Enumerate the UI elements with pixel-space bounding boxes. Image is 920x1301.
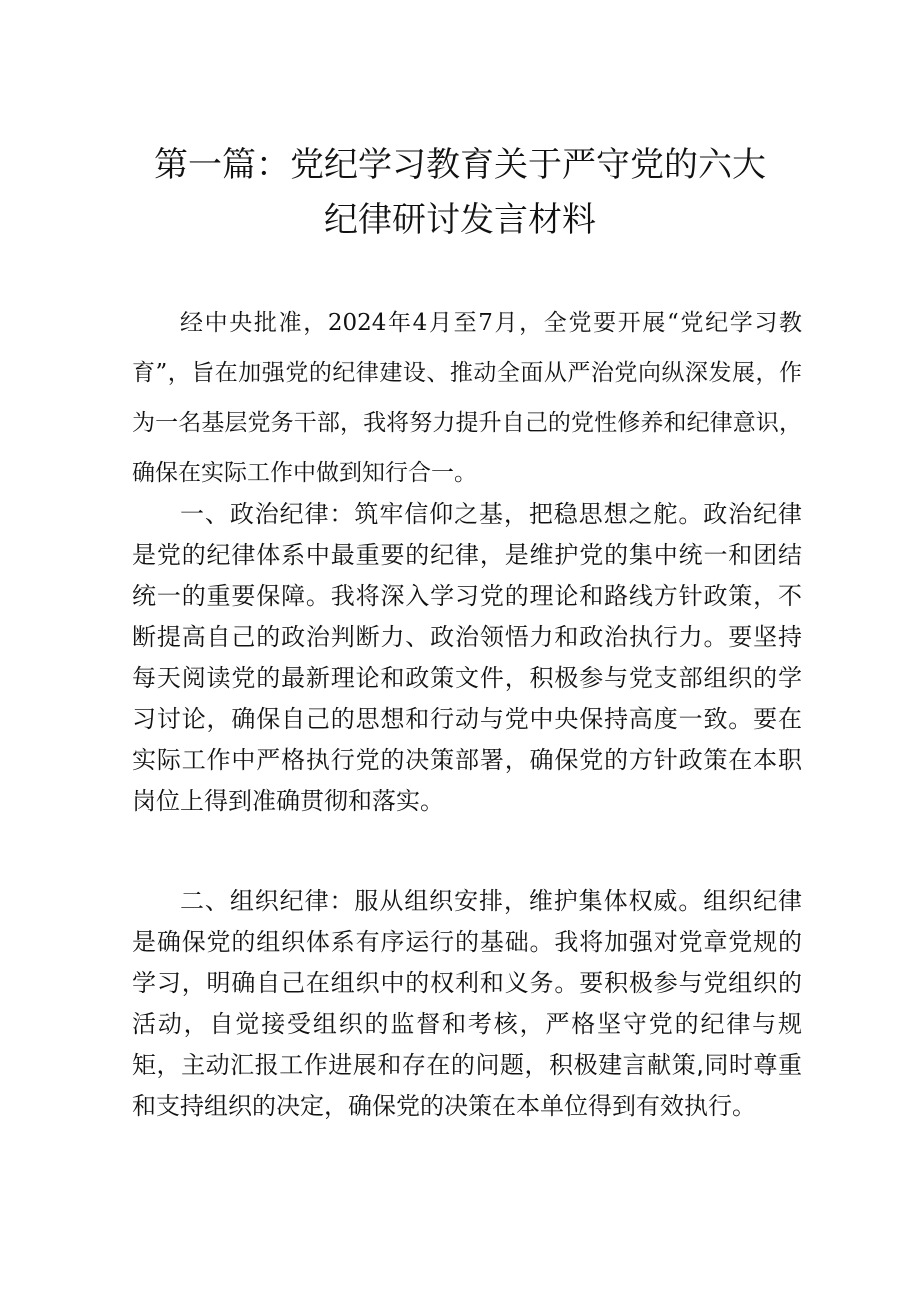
organizational-discipline-paragraph: 二、组织纪律：服从组织安排，维护集体权威。组织纪律是确保党的组织体系有序运行的基础。我将加强对党章党规的学习，明确自己在组织中的权利和义务。要积极参与党组织的活动，自觉接受组织的监督和考核，严格坚守党的纪律与规矩，主动汇报工作进展和存在的问题，积极建言献策,同时尊重和支持组织的决定，确保党的决策在本单位得到有效执行。 [132,887,802,1120]
political-discipline-paragraph: 一、政治纪律：筑牢信仰之基，把稳思想之舵。政治纪律是党的纪律体系中最重要的纪律，是维护党的集中统一和团结统一的重要保障。我将深入学习党的理论和路线方针政策，不断提高自己的政治判断力、政治领悟力和政治执行力。要坚持每天阅读党的最新理论和政策文件，积极参与党支部组织的学习讨论，确保自己的思想和行动与党中央保持高度一致。要在实际工作中严格执行党的决策部署，确保党的方针政策在本职岗位上得到准确贯彻和落实。 [132,500,802,815]
intro-paragraph: 经中央批准，2024年4月至7月，全党要开展“党纪学习教育”，旨在加强党的纪律建设、推动全面从严治党向纵深发展，作为一名基层党务干部，我将努力提升自己的党性修养和纪律意识，确保在实际工作中做到知行合一。 [132,310,802,486]
title-line-2: 纪律研讨发言材料 [324,200,596,240]
document-title [120,138,800,248]
title-line-1: 第一篇：党纪学习教育关于严守党的六大 [154,145,766,185]
